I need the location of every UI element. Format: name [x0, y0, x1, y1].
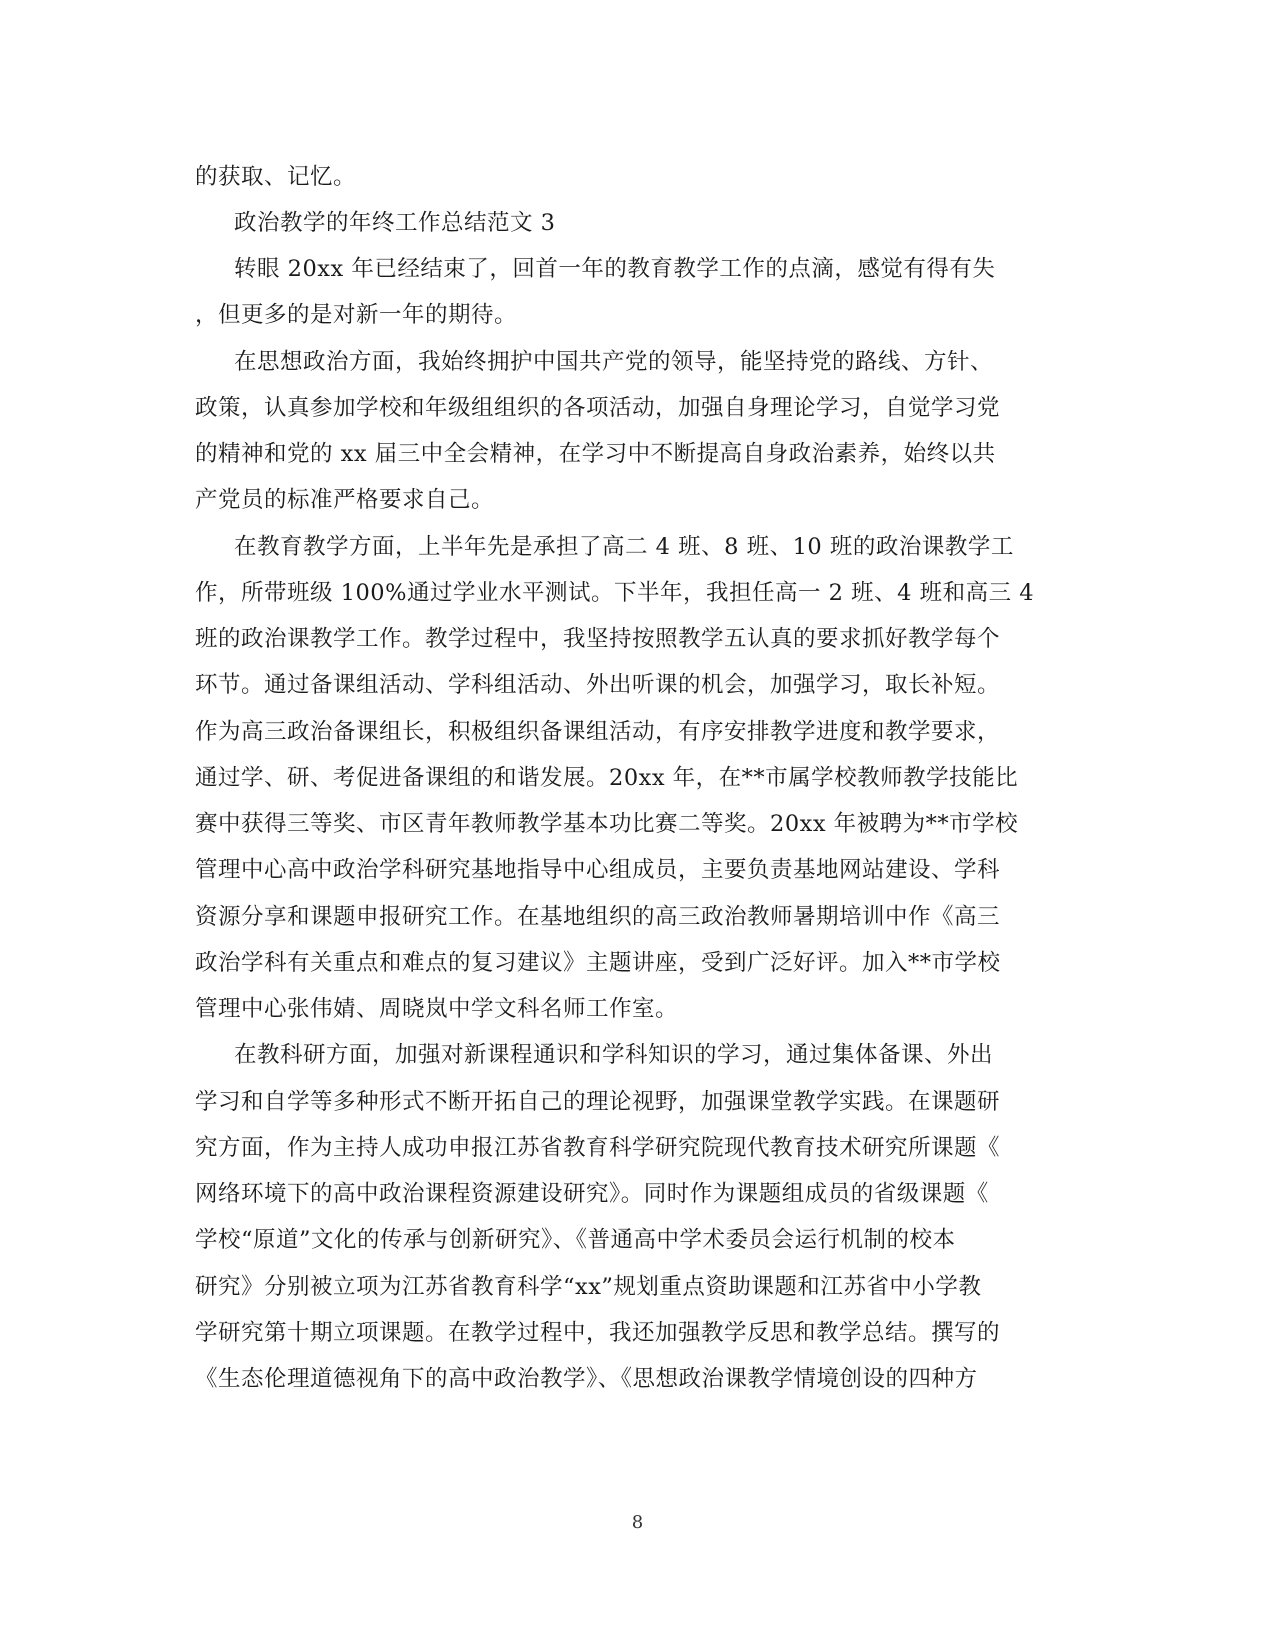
- text-line: 作为高三政治备课组长，积极组织备课组活动，有序安排教学进度和教学要求，: [195, 719, 1001, 745]
- text-line: 政治学科有关重点和难点的复习建议》主题讲座，受到广泛好评。加入**市学校: [195, 950, 1001, 976]
- text-line: 学习和自学等多种形式不断开拓自己的理论视野，加强课堂教学实践。在课题研: [195, 1089, 1001, 1115]
- text-line: 政策，认真参加学校和年级组组织的各项活动，加强自身理论学习，自觉学习党: [195, 395, 1001, 421]
- text-line: 通过学、研、考促进备课组的和谐发展。20xx 年，在**市属学校教师教学技能比: [195, 765, 1019, 791]
- text-line: 班的政治课教学工作。教学过程中，我坚持按照教学五认真的要求抓好教学每个: [195, 626, 1001, 652]
- text-line: 赛中获得三等奖、市区青年教师教学基本功比赛二等奖。20xx 年被聘为**市学校: [195, 811, 1019, 837]
- text-line: 产党员的标准严格要求自己。: [195, 487, 495, 513]
- text-line: 环节。通过备课组活动、学科组活动、外出听课的机会，加强学习，取长补短。: [195, 672, 1001, 698]
- page-number: 8: [631, 1512, 644, 1533]
- text-line: 网络环境下的高中政治课程资源建设研究》。同时作为课题组成员的省级课题《: [195, 1181, 989, 1207]
- text-line: 转眼 20xx 年已经结束了，回首一年的教育教学工作的点滴，感觉有得有失: [234, 256, 996, 282]
- text-line: 在教育教学方面，上半年先是承担了高二 4 班、8 班、10 班的政治课教学工: [234, 534, 1014, 560]
- text-line: 的获取、记忆。: [195, 164, 357, 190]
- text-line: 研究》分别被立项为江苏省教育科学“xx”规划重点资助课题和江苏省中小学教: [195, 1274, 982, 1300]
- text-line: 在教科研方面，加强对新课程通识和学科知识的学习，通过集体备课、外出: [234, 1042, 994, 1068]
- text-line: 管理中心高中政治学科研究基地指导中心组成员，主要负责基地网站建设、学科: [195, 857, 1001, 883]
- text-line: 究方面，作为主持人成功申报江苏省教育科学研究院现代教育技术研究所课题《: [195, 1135, 1001, 1161]
- text-line: 资源分享和课题申报研究工作。在基地组织的高三政治教师暑期培训中作《高三: [195, 904, 1001, 930]
- section-heading: 政治教学的年终工作总结范文 3: [234, 210, 556, 236]
- text-line: 的精神和党的 xx 届三中全会精神，在学习中不断提高自身政治素养，始终以共: [195, 441, 996, 467]
- text-line: 学校“原道”文化的传承与创新研究》、《普通高中学术委员会运行机制的校本: [195, 1227, 956, 1253]
- text-line: 学研究第十期立项课题。在教学过程中，我还加强教学反思和教学总结。撰写的: [195, 1320, 1001, 1346]
- text-line: 在思想政治方面，我始终拥护中国共产党的领导，能坚持党的路线、方针、: [234, 349, 994, 375]
- text-line: 作，所带班级 100%通过学业水平测试。下半年，我担任高一 2 班、4 班和高三 4: [195, 580, 1035, 606]
- text-line: 管理中心张伟婧、周晓岚中学文科名师工作室。: [195, 996, 679, 1022]
- text-line: 《生态伦理道德视角下的高中政治教学》、《思想政治课教学情境创设的四种方: [195, 1366, 978, 1392]
- text-line: ，但更多的是对新一年的期待。: [195, 302, 518, 328]
